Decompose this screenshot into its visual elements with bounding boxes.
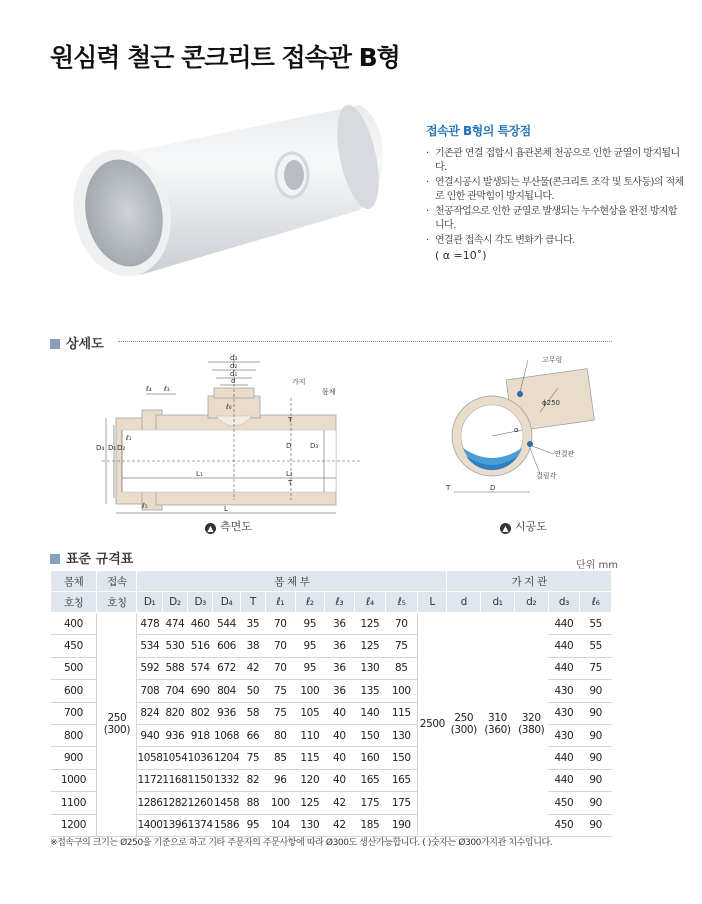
cell-l4: 130 <box>354 657 386 679</box>
cell-D2: 704 <box>162 680 187 702</box>
features-box <box>426 122 686 262</box>
cell-D2: 936 <box>162 724 187 746</box>
feature-item: · 연결시공시 발생되는 부산물(콘크리트 조각 및 토사등)의 적체로 인한 관막힘이 방지됩니다. <box>426 176 686 204</box>
header-T: T <box>240 592 265 613</box>
cell-l6: 90 <box>580 680 612 702</box>
header-D4: D₄ <box>213 592 240 613</box>
cell-l4: 135 <box>354 680 386 702</box>
cell-nominal: 700 <box>51 702 97 724</box>
label-T-top: T <box>288 416 293 424</box>
cell-l1: 104 <box>266 814 296 836</box>
cell-d-value-alt: (300) <box>450 724 477 737</box>
cell-l1: 75 <box>266 680 296 702</box>
cell-l5: 70 <box>386 613 418 635</box>
label-D: D <box>286 442 292 450</box>
cell-D2: 530 <box>162 635 187 657</box>
label-L: L <box>224 505 228 513</box>
cell-D4: 1458 <box>213 792 240 814</box>
header-l5: ℓ₅ <box>386 592 418 613</box>
cell-l1: 100 <box>266 792 296 814</box>
cell-l2: 125 <box>295 792 325 814</box>
cell-l6: 90 <box>580 747 612 769</box>
cell-conn-nominal <box>97 613 137 837</box>
detail-divider <box>118 341 612 342</box>
cell-d3: 430 <box>548 680 580 702</box>
header-nominal: 호칭 <box>51 592 97 613</box>
cell-D1: 534 <box>137 635 162 657</box>
side-view-caption: ▲ 측면도 <box>205 518 252 534</box>
conn-value: 250 <box>107 712 127 725</box>
cell-T: 58 <box>240 702 265 724</box>
square-bullet-icon <box>50 554 60 564</box>
cell-nominal: 450 <box>51 635 97 657</box>
header-conn: 접속 <box>97 571 137 592</box>
cell-d1-value-alt: (360) <box>484 724 511 737</box>
cell-D2: 474 <box>162 613 187 635</box>
cell-d2-value-alt: (380) <box>518 724 545 737</box>
cell-L: 2500 <box>417 613 447 837</box>
label-phi250: ϕ250 <box>542 399 560 407</box>
cell-l3: 40 <box>325 724 355 746</box>
table-subheader-row <box>51 592 612 613</box>
cell-nominal: 1200 <box>51 814 97 836</box>
table-row <box>51 613 612 635</box>
cell-l1: 70 <box>266 635 296 657</box>
label-l6: ℓ₆ <box>226 403 232 411</box>
cell-D3: 1036 <box>188 747 213 769</box>
cell-D2: 1282 <box>162 792 187 814</box>
footnote: ※접속구의 크기는 Ø250을 기준으로 하고 기타 주문자의 주문사항에 따라 Ø300도 생산가능합니다. ( )숫자는 Ø300가지관 치수입니다. <box>50 838 553 848</box>
installation-drawing <box>440 350 610 510</box>
cell-l2: 115 <box>295 747 325 769</box>
cell-d2-value: 320 <box>521 712 541 725</box>
cell-l3: 36 <box>325 635 355 657</box>
label-L2: L₂ <box>286 470 293 478</box>
cell-l1: 80 <box>266 724 296 746</box>
cell-d3: 440 <box>548 613 580 635</box>
spec-table-body <box>51 613 612 837</box>
cell-l4: 140 <box>354 702 386 724</box>
cell-d-value: 250 <box>454 712 474 725</box>
cell-l4: 175 <box>354 792 386 814</box>
cell-D1: 592 <box>137 657 162 679</box>
header-l1: ℓ₁ <box>266 592 296 613</box>
cell-D3: 1260 <box>188 792 213 814</box>
cell-l4: 185 <box>354 814 386 836</box>
cell-l5: 175 <box>386 792 418 814</box>
cell-l6: 75 <box>580 657 612 679</box>
cell-l6: 55 <box>580 635 612 657</box>
features-list <box>426 147 686 248</box>
cell-l4: 150 <box>354 724 386 746</box>
cell-D2: 1054 <box>162 747 187 769</box>
cell-d3: 440 <box>548 635 580 657</box>
label-gomuring: 고무링 <box>542 356 563 364</box>
cell-D4: 1068 <box>213 724 240 746</box>
cell-D3: 690 <box>188 680 213 702</box>
label-D3: D₃ <box>310 442 319 450</box>
cell-nominal: 600 <box>51 680 97 702</box>
cell-D2: 1396 <box>162 814 187 836</box>
cell-D4: 1332 <box>213 769 240 791</box>
cell-l6: 55 <box>580 613 612 635</box>
header-d: d <box>447 592 481 613</box>
cell-l3: 40 <box>325 702 355 724</box>
cell-l3: 42 <box>325 792 355 814</box>
label-d2: d₂ <box>230 362 238 370</box>
cell-D4: 672 <box>213 657 240 679</box>
cell-D1: 1400 <box>137 814 162 836</box>
cell-D3: 574 <box>188 657 213 679</box>
cell-l6: 90 <box>580 792 612 814</box>
spec-heading: 표준 규격표 <box>50 548 133 567</box>
cell-D1: 824 <box>137 702 162 724</box>
header-body-group: 몸 체 부 <box>137 571 447 592</box>
cell-l3: 42 <box>325 814 355 836</box>
cell-D1: 1172 <box>137 769 162 791</box>
label-D1: D₁ <box>108 444 117 452</box>
cell-T: 38 <box>240 635 265 657</box>
header-nominal: 호칭 <box>97 592 137 613</box>
cell-T: 66 <box>240 724 265 746</box>
cell-d3: 450 <box>548 792 580 814</box>
cell-T: 50 <box>240 680 265 702</box>
cell-d3: 430 <box>548 724 580 746</box>
cell-D4: 1204 <box>213 747 240 769</box>
cell-l3: 40 <box>325 747 355 769</box>
feature-item: · 연결관 접속시 각도 변화가 큽니다. <box>426 234 686 248</box>
square-bullet-icon <box>50 339 60 349</box>
cell-T: 75 <box>240 747 265 769</box>
label-d1: d₁ <box>230 370 238 378</box>
label-T-bottom: T <box>288 479 293 487</box>
label-l1: ℓ₁ <box>126 434 132 442</box>
cell-D4: 804 <box>213 680 240 702</box>
cell-l5: 190 <box>386 814 418 836</box>
cell-l5: 75 <box>386 635 418 657</box>
header-D2: D₂ <box>162 592 187 613</box>
cell-D1: 1058 <box>137 747 162 769</box>
label-l4: ℓ₄ <box>146 385 152 393</box>
cell-nominal: 1000 <box>51 769 97 791</box>
cell-l4: 160 <box>354 747 386 769</box>
cell-d3: 440 <box>548 747 580 769</box>
cell-l3: 36 <box>325 657 355 679</box>
cell-l6: 90 <box>580 702 612 724</box>
cell-D1: 940 <box>137 724 162 746</box>
cell-l6: 90 <box>580 814 612 836</box>
cell-D1: 708 <box>137 680 162 702</box>
cell-l5: 85 <box>386 657 418 679</box>
feature-alpha: ( α =10˚) <box>435 249 487 262</box>
cell-l2: 95 <box>295 635 325 657</box>
cell-l3: 36 <box>325 680 355 702</box>
header-D3: D₃ <box>188 592 213 613</box>
header-l2: ℓ₂ <box>295 592 325 613</box>
page-title: 원심력 철근 콘크리트 접속관 B형 <box>50 43 400 72</box>
cell-l5: 165 <box>386 769 418 791</box>
cell-D4: 606 <box>213 635 240 657</box>
label-l5: ℓ₅ <box>142 502 148 510</box>
label-yeongyeolgwan: 연결관 <box>554 450 575 458</box>
table-header-row <box>51 571 612 592</box>
header-d1: d₁ <box>481 592 515 613</box>
cell-l2: 95 <box>295 657 325 679</box>
cell-l5: 150 <box>386 747 418 769</box>
label-d: d <box>231 377 236 385</box>
cell-D1: 1286 <box>137 792 162 814</box>
cell-T: 82 <box>240 769 265 791</box>
label-install-D: D <box>490 484 496 492</box>
cell-l5: 100 <box>386 680 418 702</box>
cell-T: 42 <box>240 657 265 679</box>
cell-l1: 96 <box>266 769 296 791</box>
header-branch-group: 가 지 관 <box>447 571 612 592</box>
cell-nominal: 800 <box>51 724 97 746</box>
cell-D4: 936 <box>213 702 240 724</box>
label-D2: D₂ <box>117 444 126 452</box>
cell-d3: 430 <box>548 702 580 724</box>
cell-l2: 130 <box>295 814 325 836</box>
cell-l3: 36 <box>325 613 355 635</box>
cell-D4: 544 <box>213 613 240 635</box>
cell-nominal: 900 <box>51 747 97 769</box>
cell-d3: 440 <box>548 657 580 679</box>
detail-heading: 상세도 <box>50 333 104 352</box>
installation-caption: ▲ 시공도 <box>500 518 547 534</box>
label-alpha: α <box>514 426 519 434</box>
arrow-up-icon: ▲ <box>205 523 216 534</box>
label-D4: D₄ <box>96 444 105 452</box>
cell-l4: 125 <box>354 613 386 635</box>
cell-l1: 75 <box>266 702 296 724</box>
label-L1: L₁ <box>196 470 203 478</box>
features-title: 접속관 B형의 특장점 <box>426 124 531 138</box>
cell-l2: 95 <box>295 613 325 635</box>
cell-T: 95 <box>240 814 265 836</box>
header-D1: D₁ <box>137 592 162 613</box>
cell-d2 <box>514 613 548 837</box>
label-geolrimgak: 걸림각 <box>536 472 557 480</box>
label-gaji: 가지 <box>292 378 306 386</box>
cell-l6: 90 <box>580 724 612 746</box>
cell-nominal: 1100 <box>51 792 97 814</box>
label-install-T: T <box>446 484 451 492</box>
cell-D3: 802 <box>188 702 213 724</box>
cell-l1: 70 <box>266 657 296 679</box>
cell-T: 35 <box>240 613 265 635</box>
cell-d3: 440 <box>548 769 580 791</box>
header-d3: d₃ <box>548 592 580 613</box>
header-l4: ℓ₄ <box>354 592 386 613</box>
cell-l5: 115 <box>386 702 418 724</box>
cell-nominal: 400 <box>51 613 97 635</box>
label-l3: ℓ₃ <box>164 385 170 393</box>
cell-l5: 130 <box>386 724 418 746</box>
feature-item: · 기존관 연결 접합시 흄관본체 천공으로 인한 균열이 방지됩니다. <box>426 147 686 175</box>
cell-l2: 100 <box>295 680 325 702</box>
label-d3: d₃ <box>230 354 238 362</box>
cell-l1: 85 <box>266 747 296 769</box>
cell-D3: 516 <box>188 635 213 657</box>
pipe-photo <box>60 95 400 285</box>
cell-D2: 1168 <box>162 769 187 791</box>
cell-D3: 1374 <box>188 814 213 836</box>
cell-D1: 478 <box>137 613 162 635</box>
cell-nominal: 500 <box>51 657 97 679</box>
cell-D2: 588 <box>162 657 187 679</box>
header-l3: ℓ₃ <box>325 592 355 613</box>
cell-l4: 165 <box>354 769 386 791</box>
cell-D3: 460 <box>188 613 213 635</box>
cell-D3: 918 <box>188 724 213 746</box>
spec-table <box>50 570 612 837</box>
cell-l3: 40 <box>325 769 355 791</box>
cell-D4: 1586 <box>213 814 240 836</box>
cell-l4: 125 <box>354 635 386 657</box>
unit-label: 단위 mm <box>576 560 618 571</box>
cell-d3: 450 <box>548 814 580 836</box>
conn-value-alt: (300) <box>103 724 131 737</box>
cell-D2: 820 <box>162 702 187 724</box>
side-view-drawing <box>92 350 372 520</box>
header-L: L <box>417 592 447 613</box>
cell-d1-value: 310 <box>488 712 507 725</box>
header-l6: ℓ₆ <box>580 592 612 613</box>
arrow-up-icon: ▲ <box>500 523 511 534</box>
cell-l2: 120 <box>295 769 325 791</box>
cell-d1 <box>481 613 515 837</box>
cell-l1: 70 <box>266 613 296 635</box>
header-body: 몸체 <box>51 571 97 592</box>
feature-item: · 천공작업으로 인한 균열로 발생되는 누수현상을 완전 방지합니다. <box>426 205 686 233</box>
cell-T: 88 <box>240 792 265 814</box>
cell-l2: 110 <box>295 724 325 746</box>
cell-D3: 1150 <box>188 769 213 791</box>
cell-l6: 90 <box>580 769 612 791</box>
cell-d <box>447 613 481 837</box>
cell-l2: 105 <box>295 702 325 724</box>
label-momche: 몸체 <box>322 388 336 396</box>
header-d2: d₂ <box>514 592 548 613</box>
